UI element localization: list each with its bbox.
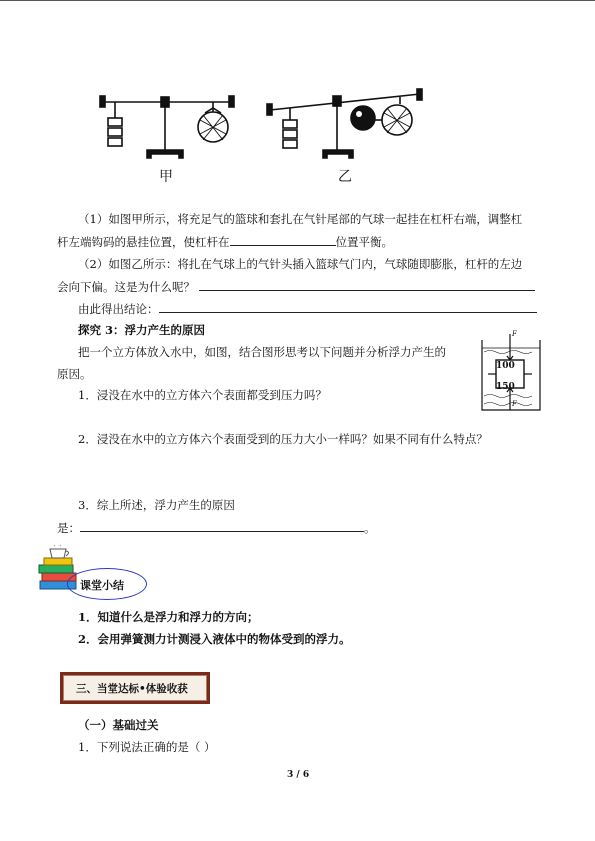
explore3-q1: 1．浸没在水中的立方体六个表面都受到压力吗？ [78, 388, 327, 402]
section3-banner-label: 三、当堂达标•体验收获 [63, 675, 207, 701]
explore3-q3-a: 3．综上所述，浮力产生的原因 [78, 498, 235, 512]
q2-line-b-text: 会向下偏。这是为什么呢？ [57, 280, 195, 294]
explore3-q3-b-post: 。 [364, 521, 376, 535]
q1-answer-blank[interactable] [230, 233, 336, 246]
conclusion-label: 由此得出结论： [78, 302, 159, 316]
summary-title: 课堂小结 [80, 579, 124, 592]
q1-line-b-post: 位置平衡。 [335, 235, 393, 249]
q1-line-b-pre: 杆左端钩码的悬挂位置，使杠杆在 [57, 235, 230, 249]
q1-line-a: （1）如图甲所示，将充足气的篮球和套扎在气针尾部的气球一起挂在杠杆右端，调整杠 [78, 212, 523, 226]
conclusion-line [78, 300, 537, 317]
section3-subtitle: （一）基础过关 [78, 718, 159, 732]
summary-item-1: 1．知道什么是浮力和浮力的方向； [78, 610, 259, 624]
explore3-title: 探究 3：浮力产生的原因 [78, 323, 206, 337]
beaker-bottom-force-label: F [512, 400, 517, 408]
page-number: 3 / 6 [287, 770, 310, 780]
q2-answer-blank[interactable] [199, 278, 535, 291]
summary-item-2: 2．会用弹簧测力计测浸入液体中的物体受到的浮力。 [78, 632, 351, 646]
conclusion-blank[interactable] [159, 300, 537, 313]
explore3-intro-a: 把一个立方体放入水中，如图，结合图形思考以下问题并分析浮力产生的 [78, 345, 446, 359]
section3-q1: 1．下列说法正确的是（ ） [78, 740, 216, 754]
balance-yi-drawing [267, 89, 422, 158]
q2-line-b [57, 278, 535, 295]
explore3-q3-blank[interactable] [80, 519, 364, 532]
explore3-q3-b-pre: 是： [57, 521, 80, 535]
balance-jia-drawing [100, 96, 234, 158]
lever-figure [95, 80, 435, 190]
q1-line-b [57, 233, 393, 250]
beaker-bottom-value: 150 [496, 382, 515, 392]
q2-line-a: （2）如图乙所示：将扎在气球上的气针头插入篮球气门内，气球随即膨胀，杠杆的左边 [78, 257, 523, 271]
explore3-q3-b [57, 519, 376, 536]
beaker-top-value: 100 [496, 361, 515, 371]
figure-label-yi: 乙 [338, 169, 352, 185]
section3-banner [60, 672, 210, 704]
explore3-intro-b: 原因。 [57, 367, 92, 381]
explore3-q2: 2．浸没在水中的立方体六个表面受到的压力大小一样吗？如果不同有什么特点？ [78, 432, 488, 446]
figure-label-jia: 甲 [159, 169, 173, 185]
page-top-border [0, 0, 595, 1]
beaker-top-force-label: F [512, 330, 517, 338]
